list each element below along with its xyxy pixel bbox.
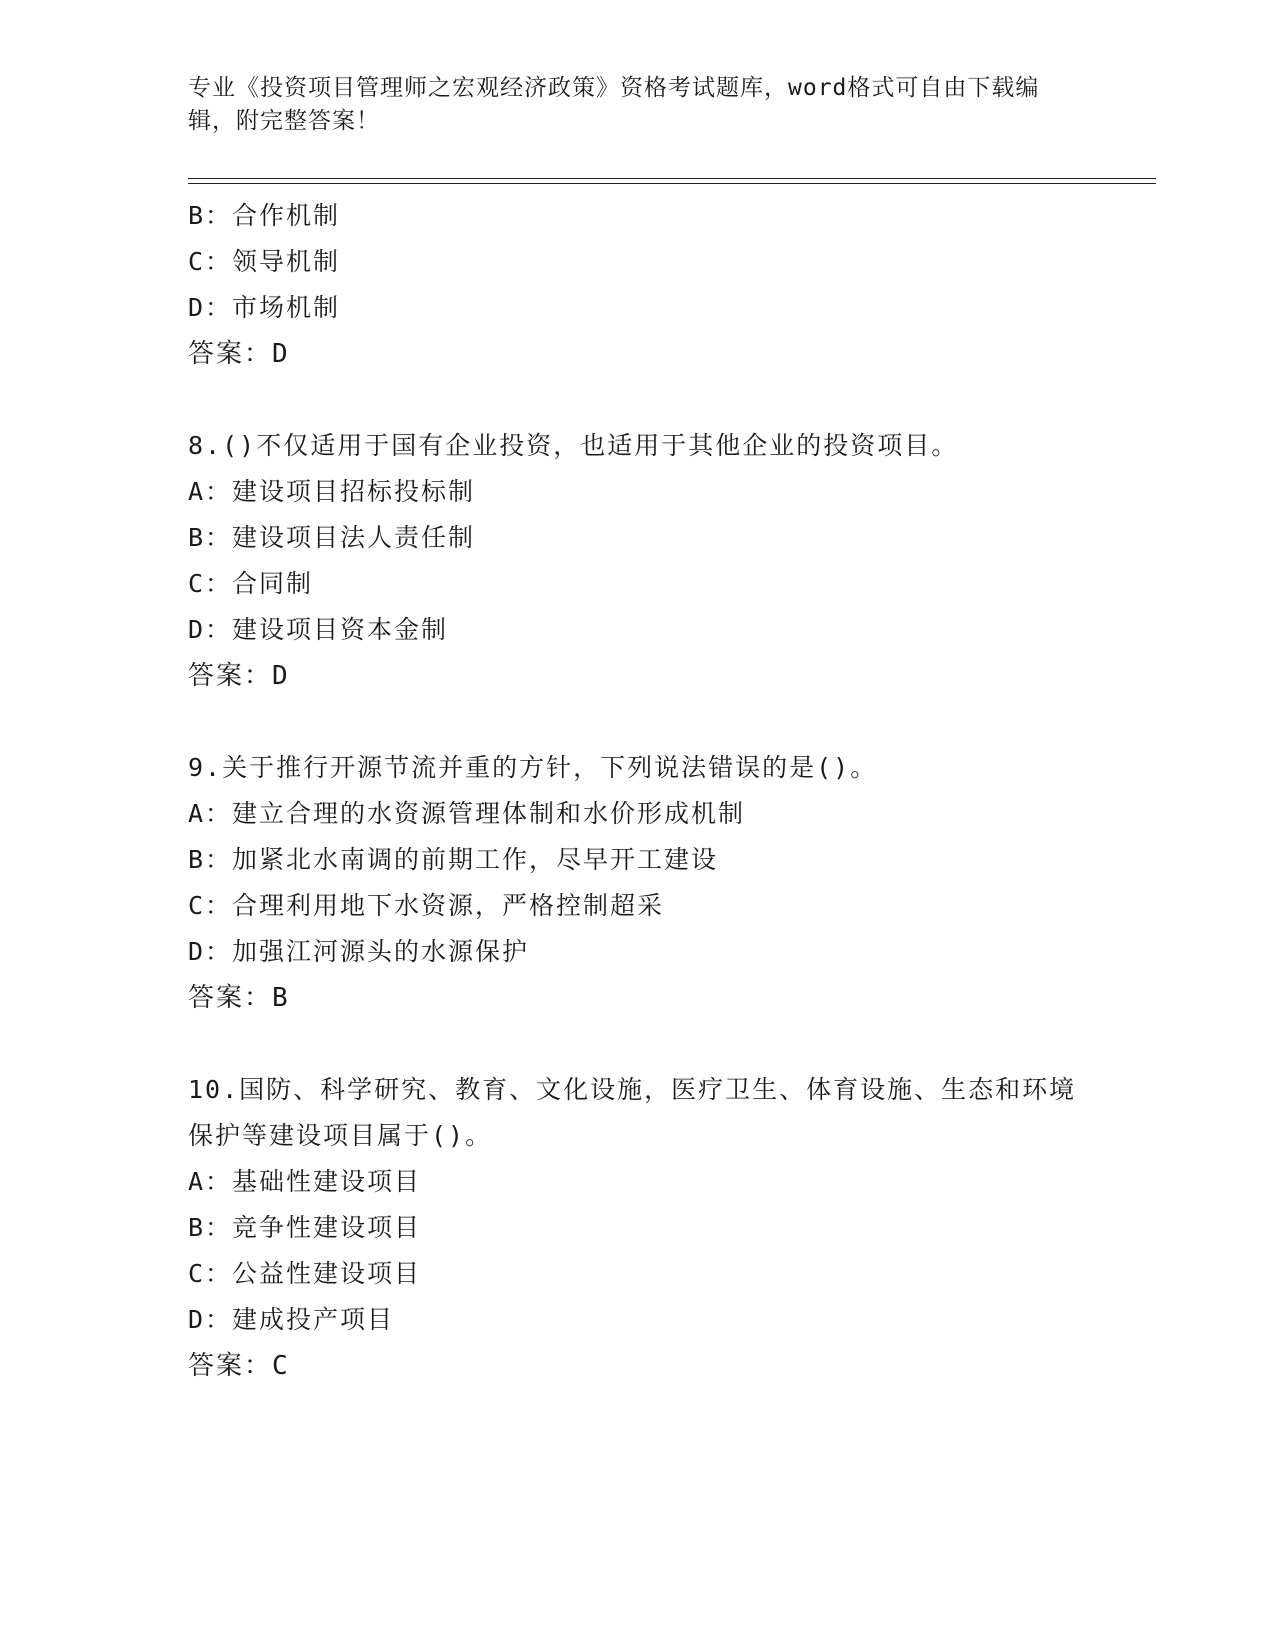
answer-value: D	[272, 661, 290, 691]
answer-line	[188, 975, 1088, 1021]
answer-value: C	[272, 1351, 290, 1381]
answer-value: B	[272, 983, 290, 1013]
answer-label: 答案：	[188, 339, 273, 369]
option-d: D：建成投产项目	[188, 1305, 395, 1334]
question-stem: 10.国防、科学研究、教育、文化设施，医疗卫生、体育设施、生态和环境保护等建设项目属于()。	[188, 1075, 1077, 1150]
document-header: 专业《投资项目管理师之宏观经济政策》资格考试题库，word格式可自由下载编辑，附完整答案！	[188, 75, 1040, 134]
option-b: B：建设项目法人责任制	[188, 523, 476, 552]
answer-label: 答案：	[188, 1351, 273, 1381]
answer-line	[188, 1343, 1088, 1389]
option-a: A：基础性建设项目	[188, 1167, 422, 1196]
option-c: C：合理利用地下水资源，严格控制超采	[188, 891, 665, 920]
answer-value: D	[272, 339, 290, 369]
question-8	[188, 423, 1088, 699]
option-b: B：合作机制	[188, 201, 341, 230]
option-b: B：加紧北水南调的前期工作，尽早开工建设	[188, 845, 719, 874]
option-a: A：建设项目招标投标制	[188, 477, 476, 506]
partial-question	[188, 193, 1088, 377]
spacer	[188, 377, 1088, 423]
question-9	[188, 745, 1088, 1021]
spacer	[188, 1021, 1088, 1067]
option-d: D：市场机制	[188, 293, 341, 322]
answer-line	[188, 331, 1088, 377]
answer-label: 答案：	[188, 983, 273, 1013]
option-c: C：领导机制	[188, 247, 341, 276]
spacer	[188, 699, 1088, 745]
option-d: D：加强江河源头的水源保护	[188, 937, 530, 966]
question-stem: 8.()不仅适用于国有企业投资，也适用于其他企业的投资项目。	[188, 431, 959, 460]
option-c: C：公益性建设项目	[188, 1259, 422, 1288]
header-rule-top	[188, 178, 1156, 179]
option-a: A：建立合理的水资源管理体制和水价形成机制	[188, 799, 746, 828]
option-c: C：合同制	[188, 569, 314, 598]
option-b: B：竞争性建设项目	[188, 1213, 422, 1242]
question-stem: 9.关于推行开源节流并重的方针，下列说法错误的是()。	[188, 753, 878, 782]
header-rule-bottom	[188, 183, 1156, 184]
question-10	[188, 1067, 1088, 1389]
answer-label: 答案：	[188, 661, 273, 691]
question-list	[188, 193, 1088, 1389]
option-d: D：建设项目资本金制	[188, 615, 449, 644]
answer-line	[188, 653, 1088, 699]
